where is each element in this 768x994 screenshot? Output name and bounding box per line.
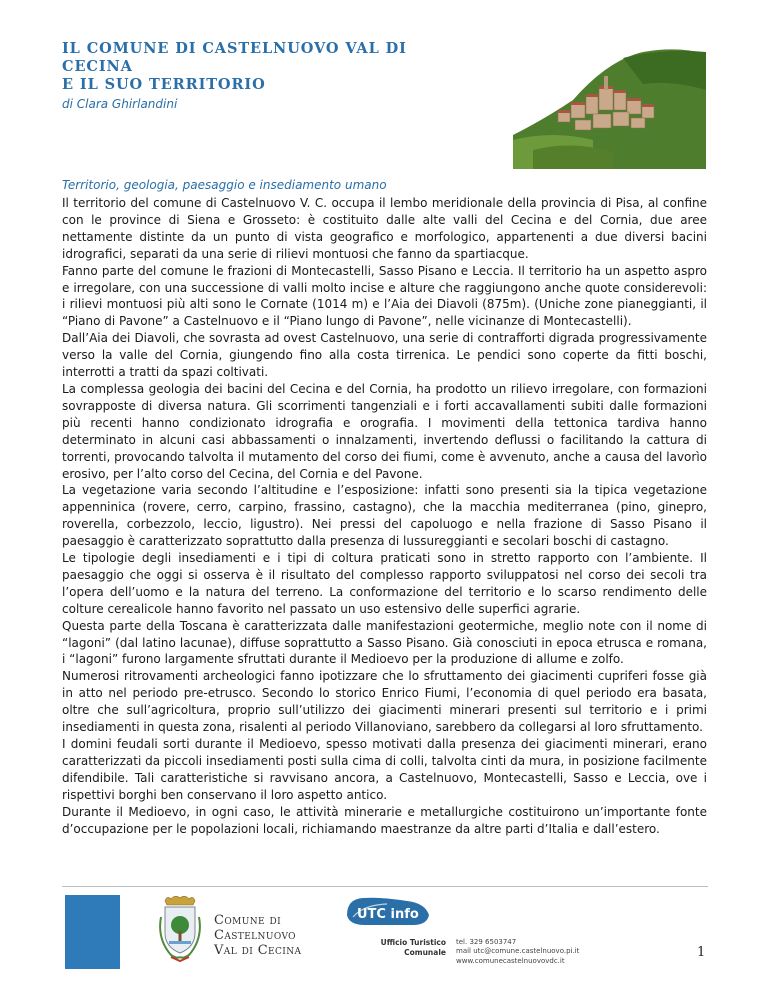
utc-logo-text: UTC info [357,907,419,922]
office-line-1: Ufficio Turistico [380,938,446,947]
paragraph: I domini feudali sorti durante il Medioevo, spesso motivati dalla presenza dei giacimenti minerari, erano caratterizzati da piccoli insediamenti posti sulla cima di colli, talvolta cinti da mura, in posizione facilmente difendibile. Tali caratteristiche si ravvisano ancora, a Castelnuovo, Montecastelli, Sasso e Leccia, ove i rispettivi borghi ben conservano il loro aspetto antico. [62,737,707,802]
paragraph: Le tipologie degli insediamenti e i tipi di coltura praticati sono in stretto rapporto con l’ambiente. Il paesaggio che oggi si osserva è il risultato del complesso rapporto sviluppatosi nel corso dei secoli tra l’opera dell’uomo e la natura del terreno. La conformazione del territorio e lo scarso rendimento delle colture cerealicole hanno favorito nel passato un uso estensivo delle superfici agrarie. [62,551,707,616]
paragraph: Il territorio del comune di Castelnuovo V. C. occupa il lembo meridionale della provincia di Pisa, al confine con le province di Siena e Grosseto: è costituito dalle alte valli del Cecina e del Cornia, due aree nettamente distinte da un punto di vista geografico e morfologico, appartenenti a due diversi bacini idrografici, separati da una serie di rilievi montuosi che fanno da spartiacque. [62,196,707,261]
page-number: 1 [697,945,706,960]
paragraph: Fanno parte del comune le frazioni di Montecastelli, Sasso Pisano e Leccia. Il territorio ha un aspetto aspro e irregolare, con una successione di valli molto incise e alture che raggiungono anche quote considerevoli: i rilievi montuosi più alti sono le Cornate (1014 m) e l’Aia dei Diavoli (875m). (Uniche zone pianeggianti, il “Piano di Pavone” a Castelnuovo e il “Piano lungo di Pavone”, nelle vicinanze di Montecastelli). [62,263,707,329]
paragraph: Questa parte della Toscana è caratterizzata dalle manifestazioni geotermiche, meglio note con il nome di “lagoni” (dal latino lacunae), diffuse soprattutto a Sasso Pisano. Già conosciuti in epoca etrusca e romana, i “lagoni” furono largamente sfruttati durante il Medioevo per la produzione di allume e zolfo. [62,618,707,667]
paragraph: La complessa geologia dei bacini del Cecina e del Cornia, ha prodotto un rilievo irregolare, con formazioni sovrapposte di diversa natura. Gli scorrimenti tangenziali e i forti accavallamenti subiti dalle formazioni più recenti hanno condizionato idrografia e orografia. I movimenti della tettonica tardiva hanno determinato in alcuni casi abbassamenti o innalzamenti, invertendo deflussi o facilitando la cattura di torrenti, provocando talvolta il mutamento del corso dei fiumi, come è avvenuto, anche a causa del lavorìo erosivo, per l’alto corso del Cecina, del Cornia e del Pavone. [62,381,707,481]
comune-logotype [214,913,301,958]
utc-info-logo [343,895,443,931]
footer-color-block [65,895,120,969]
section-title: Territorio, geologia, paesaggio e insediamento umano [62,178,387,192]
paragraph: Durante il Medioevo, in ogni caso, le attività minerarie e metallurgiche costituirono un’importante fonte d’occupazione per le popolazioni locali, richiamando maestranze da altre parti d’Italia e dall’estero. [62,804,707,836]
contact-tel: tel. 329 6503747 [456,938,517,946]
comune-line-3: Val di Cecina [214,943,302,958]
office-line-2: Comunale [404,948,446,957]
contact-info [456,938,579,966]
tourist-office-label [378,938,446,958]
paragraph: Numerosi ritrovamenti archeologici fanno ipotizzare che lo sfruttamento dei giacimenti cupriferi fosse già in atto nel periodo pre-etrusco. Secondo lo storico Enrico Fiumi, l’economia di quel periodo era basata, oltre che sull’agricoltura, proprio sull’utilizzo dei giacimenti minerari presenti sul territorio e i primi insediamenti in questa zona, risalenti al periodo Villanoviano, sarebbero da collegarsi al loro sfruttamento. [62,669,707,735]
author: di Clara Ghirlandini [62,97,178,111]
paragraph: Dall’Aia dei Diavoli, che sovrasta ad ovest Castelnuovo, una serie di contrafforti digrada progressivamente verso la valle del Cornia, giungendo fino alla costa tirrenica. Le pendici sono coperte da fitti boschi, interrotti a tratti da spazi coltivati. [62,331,707,380]
footer-divider [62,886,708,887]
body-text [62,195,707,837]
village-photo [513,40,706,169]
comune-line-2: Castelnuovo [214,928,296,943]
contact-mail[interactable]: mail utc@comune.castelnuovo.pi.it [456,947,580,956]
comune-line-1: Comune di [214,913,282,928]
title-line-1: IL COMUNE DI CASTELNUOVO VAL DI CECINA [62,40,407,75]
coat-of-arms-icon [157,895,203,963]
title-line-2: E IL SUO TERRITORIO [62,76,266,93]
contact-website[interactable]: www.comunecastelnuovovdc.it [456,956,565,965]
paragraph: La vegetazione varia secondo l’altitudine e l’esposizione: infatti sono presenti sia la tipica vegetazione appenninica (rovere, cerro, carpino, frassino, castagno), che la macchia mediterranea (pino, ginepro, roverella, corbezzolo, leccio, ligustro). Nei pressi del capoluogo e nella frazione di Sasso Pisano il paesaggio è caratterizzato soprattutto dalla presenza di lussureggianti e secolari boschi di castagno. [62,483,707,549]
document-title [62,40,482,94]
